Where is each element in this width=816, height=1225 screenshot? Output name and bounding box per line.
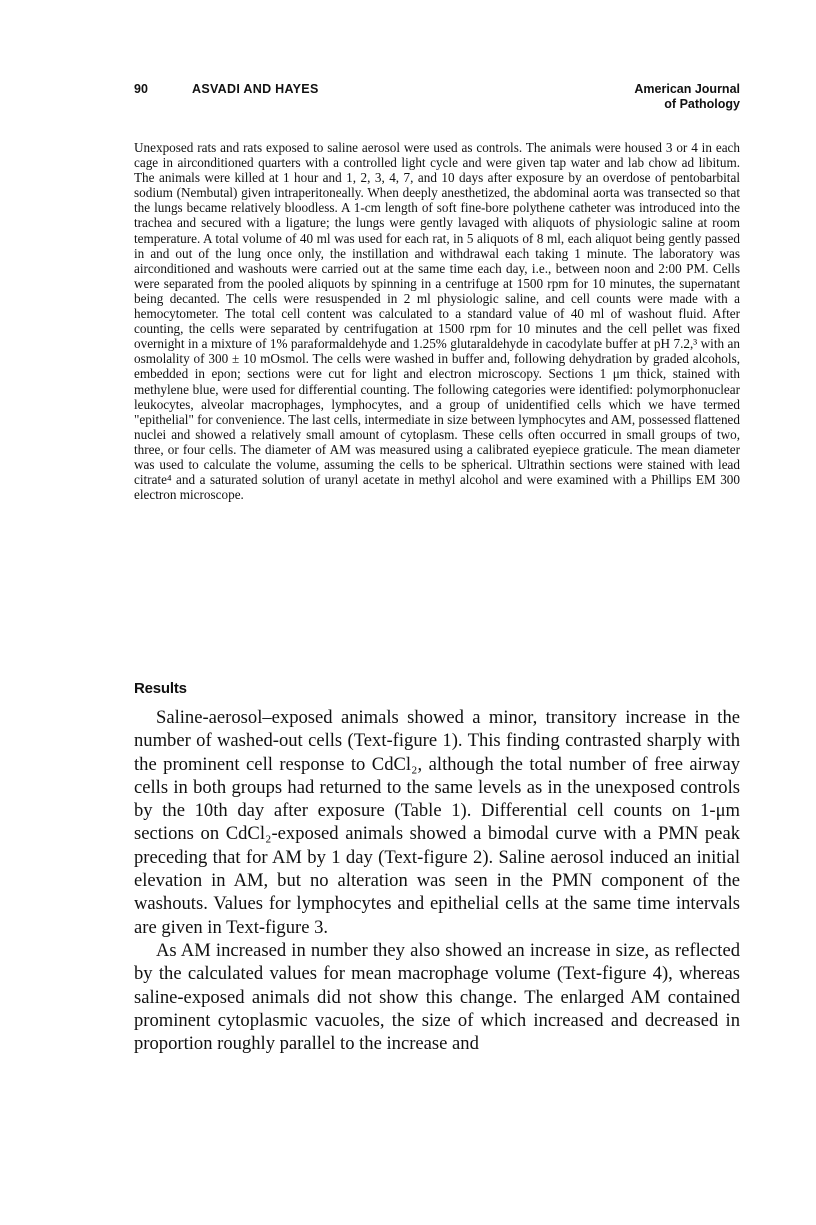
journal-title-line1: American Journal xyxy=(634,82,740,96)
methods-paragraph: Unexposed rats and rats exposed to saline aerosol were used as controls. The animals were housed 3 or 4 in each cage in airconditioned quarters with a controlled light cycle and were given tap water and lab chow ad libitum. The animals were killed at 1 hour and 1, 2, 3, 4, 7, and 10 days after exposure by an overdose of pentobarbital sodium (Nembutal) given intraperitoneally. When deeply anesthetized, the abdominal aorta was transected so that the lungs became relatively bloodless. A 1-cm length of soft fine-bore polythene catheter was introduced into the trachea and secured with a ligature; the lungs were gently lavaged with aliquots of physiologic saline at room temperature. A total volume of 40 ml was used for each rat, in 5 aliquots of 8 ml, each aliquot being gently passed in and out of the lung once only, the instillation and withdrawal each taking 1 minute. The laboratory was airconditioned and washouts were carried out at the same time each day, i.e., between noon and 2:00 PM. Cells were separated from the pooled aliquots by spinning in a centrifuge at 1500 rpm for 10 minutes, the supernatant being decanted. The cells were resuspended in 2 ml physiologic saline, and cell counts were made with a hemocytometer. The total cell content was calculated to a standard value of 40 ml of washout fluid. After counting, the cells were separated by centrifugation at 1500 rpm for 10 minutes and the cell pellet was fixed overnight in a mixture of 1% paraformaldehyde and 1.25% glutaraldehyde in cacodylate buffer at pH 7.2,³ with an osmolality of 300 ± 10 mOsmol. The cells were washed in buffer and, following dehydration by graded alcohols, embedded in epon; sections were cut for light and electron microscopy. Sections 1 μm thick, stained with methylene blue, were used for differential counting. The following categories were identified: polymorphonuclear leukocytes, alveolar macrophages, lymphocytes, and a group of unidentified cells which we have termed "epithelial" for convenience. The last cells, intermediate in size between lymphocytes and AM, possessed flattened nuclei and showed a relatively small amount of cytoplasm. These cells often occurred in small groups of two, three, or four cells. The diameter of AM was measured using a calibrated eyepiece graticule. The mean diameter was used to calculate the volume, assuming the cells to be spherical. Ultrathin sections were stained with lead citrate⁴ and a saturated solution of uranyl acetate in methyl alcohol and were examined with a Phillips EM 300 electron microscope. xyxy=(134,140,740,503)
results-heading: Results xyxy=(134,680,187,697)
journal-title-line2: of Pathology xyxy=(664,97,740,111)
page-number: 90 xyxy=(134,82,148,96)
page-header xyxy=(134,80,740,120)
journal-title xyxy=(634,82,740,112)
results-paragraph-1: Saline-aerosol–exposed animals showed a minor, transitory increase in the number of washed-out cells (Text-figure 1). This finding contrasted sharply with the prominent cell response to CdCl₂, although the total number of free airway cells in both groups had returned to the same levels as in the unexposed controls by the 10th day after exposure (Table 1). Differential cell counts on 1-μm sections on CdCl₂-exposed animals showed a bimodal curve with a PMN peak preceding that for AM by 1 day (Text-figure 2). Saline aerosol induced an initial elevation in AM, but no alteration was seen in the PMN component of the washouts. Values for lymphocytes and epithelial cells at the same time intervals are given in Text-figure 3. xyxy=(134,707,740,938)
running-title: ASVADI AND HAYES xyxy=(192,82,319,96)
results-paragraph-2: As AM increased in number they also showed an increase in size, as reflected by the calculated values for mean macrophage volume (Text-figure 4), whereas saline-exposed animals did not show this change. The enlarged AM contained prominent cytoplasmic vacuoles, the size of which increased and decreased in proportion roughly parallel to the increase and xyxy=(134,939,740,1055)
results-section xyxy=(134,706,740,1055)
